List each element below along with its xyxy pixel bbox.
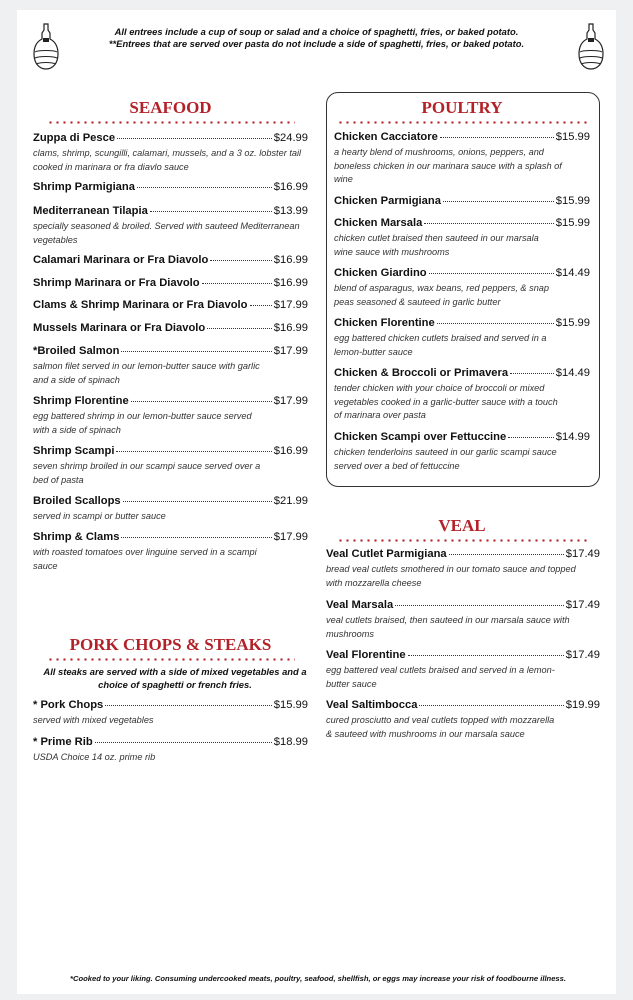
item-description: a hearty blend of mushrooms, onions, peppers, and boneless chicken in our marinara sauce with a splash of wine [334, 147, 562, 185]
item-description: egg battered veal cutlets braised and served in a lemon-butter sauce [326, 665, 555, 689]
item-price: $16.99 [273, 254, 308, 266]
pork-steaks-divider [47, 658, 295, 661]
item-name: Chicken Giardino [334, 267, 427, 279]
item-name: Shrimp Parmigiana [33, 181, 135, 193]
item-price: $17.99 [273, 299, 308, 311]
menu-item [33, 444, 308, 487]
item-description: chicken tenderloins sauteed in our garlic scampi sauce served over a bed of fettuccine [334, 447, 557, 471]
item-price: $15.99 [273, 699, 308, 711]
item-description: veal cutlets braised, then sauteed in our marsala sauce with mushrooms [326, 615, 570, 639]
menu-item [33, 698, 308, 728]
menu-item [334, 216, 590, 259]
menu-item [33, 494, 308, 524]
item-name: Broiled Scallops [33, 495, 121, 507]
menu-item [326, 698, 600, 741]
item-description: clams, shrimp, scungilli, calamari, mussels, and a 3 oz. lobster tail cooked in marinara or fra diavlo sauce [33, 148, 302, 172]
menu-item [33, 253, 308, 268]
item-name: * Prime Rib [33, 736, 93, 748]
item-description: bread veal cutlets smothered in our tomato sauce and topped with mozzarella cheese [326, 564, 576, 588]
item-price: $17.99 [273, 531, 308, 543]
item-description: cured prosciutto and veal cutlets topped with mozzarella & sauteed with mushrooms in our marsala sauce [326, 715, 555, 739]
item-price: $17.99 [273, 395, 308, 407]
poultry-divider [337, 121, 589, 124]
item-name: Chicken Marsala [334, 217, 423, 229]
item-price: $16.99 [273, 322, 308, 334]
item-name: Shrimp & Clams [33, 531, 120, 543]
item-name: Calamari Marinara or Fra Diavolo [33, 254, 209, 266]
menu-item [334, 366, 590, 423]
item-price: $14.49 [555, 367, 590, 379]
item-name: Chicken Scampi over Fettuccine [334, 431, 507, 443]
item-name: Veal Saltimbocca [326, 699, 418, 711]
item-price: $15.99 [555, 217, 590, 229]
item-price: $19.99 [565, 699, 600, 711]
item-name: Mussels Marinara or Fra Diavolo [33, 322, 206, 334]
menu-item [334, 130, 590, 187]
item-name: Clams & Shrimp Marinara or Fra Diavolo [33, 299, 248, 311]
menu-item [326, 547, 600, 590]
item-name: Chicken Florentine [334, 317, 435, 329]
item-description: tender chicken with your choice of broccoli or mixed vegetables cooked in a garlic-butter sauce with a touch of marinara over pasta [334, 383, 558, 421]
item-name: Veal Marsala [326, 599, 394, 611]
item-name: Shrimp Florentine [33, 395, 129, 407]
item-description: chicken cutlet braised then sauteed in our marsala wine sauce with mushrooms [334, 233, 539, 257]
item-price: $14.49 [555, 267, 590, 279]
veal-divider [337, 539, 589, 542]
item-description: salmon filet served in our lemon-butter sauce with garlic and a side of spinach [33, 361, 260, 385]
menu-item [33, 276, 308, 291]
item-price: $14.99 [555, 431, 590, 443]
item-description: served in scampi or butter sauce [33, 511, 166, 521]
entree-note [50, 26, 583, 50]
seafood-title: SEAFOOD [129, 98, 212, 117]
item-name: Chicken & Broccoli or Primavera [334, 367, 509, 379]
item-name: Shrimp Marinara or Fra Diavolo [33, 277, 200, 289]
item-name: Veal Florentine [326, 649, 406, 661]
item-description: seven shrimp broiled in our scampi sauce served over a bed of pasta [33, 461, 261, 485]
item-name: Chicken Cacciatore [334, 131, 438, 143]
item-price: $17.49 [565, 599, 600, 611]
item-name: Mediterranean Tilapia [33, 205, 148, 217]
menu-item [33, 394, 308, 437]
item-price: $16.99 [273, 181, 308, 193]
item-price: $15.99 [555, 131, 590, 143]
item-description: specially seasoned & broiled. Served with sauteed Mediterranean vegetables [33, 221, 300, 245]
menu-item [33, 530, 308, 573]
menu-item [33, 131, 308, 174]
item-name: Zuppa di Pesce [33, 132, 116, 144]
menu-item [334, 430, 590, 473]
item-name: *Broiled Salmon [33, 345, 120, 357]
item-price: $17.49 [565, 649, 600, 661]
item-description: USDA Choice 14 oz. prime rib [33, 752, 156, 762]
item-description: egg battered shrimp in our lemon-butter sauce served with a side of spinach [33, 411, 252, 435]
item-name: Chicken Parmigiana [334, 195, 441, 207]
veal-title: VEAL [438, 516, 486, 535]
menu-item [334, 194, 590, 209]
item-description: blend of asparagus, wax beans, red peppers, & snap peas seasoned & sauteed in garlic butter [334, 283, 550, 307]
item-price: $16.99 [273, 445, 308, 457]
poultry-title: POULTRY [421, 98, 503, 117]
menu-item [334, 316, 590, 359]
item-price: $15.99 [555, 317, 590, 329]
item-price: $18.99 [273, 736, 308, 748]
menu-item [326, 598, 600, 641]
item-description: with roasted tomatoes over linguine served in a scampi sauce [33, 547, 257, 571]
menu-item [33, 204, 308, 247]
menu-item [326, 648, 600, 691]
item-name: Veal Cutlet Parmigiana [326, 548, 447, 560]
pork-steaks-title: PORK CHOPS & STEAKS [69, 635, 272, 654]
menu-item [33, 321, 308, 336]
steaks-note: All steaks are served with a side of mixed vegetables and a choice of spaghetti or french fries. [43, 666, 307, 690]
footer-disclaimer: *Cooked to your liking. Consuming undercooked meats, poultry, seafood, shellfish, or eggs may increase your risk of foodbourne illness. [70, 974, 566, 983]
item-price: $16.99 [273, 277, 308, 289]
item-name: Shrimp Scampi [33, 445, 115, 457]
seafood-divider [47, 121, 295, 124]
item-price: $21.99 [273, 495, 308, 507]
item-name: * Pork Chops [33, 699, 104, 711]
item-price: $24.99 [273, 132, 308, 144]
item-description: served with mixed vegetables [33, 715, 154, 725]
item-price: $17.99 [273, 345, 308, 357]
entree-note-line-1: All entrees include a cup of soup or salad and a choice of spaghetti, fries, or baked potato. [114, 26, 519, 37]
item-description: egg battered chicken cutlets braised and served in a lemon-butter sauce [334, 333, 547, 357]
menu-item [334, 266, 590, 309]
menu-item [33, 180, 308, 195]
item-price: $17.49 [565, 548, 600, 560]
item-price: $15.99 [555, 195, 590, 207]
menu-item [33, 298, 308, 313]
entree-note-line-2: **Entrees that are served over pasta do not include a side of spaghetti, fries, or baked potato. [108, 38, 525, 49]
menu-item [33, 344, 308, 387]
item-price: $13.99 [273, 205, 308, 217]
menu-item [33, 735, 308, 765]
